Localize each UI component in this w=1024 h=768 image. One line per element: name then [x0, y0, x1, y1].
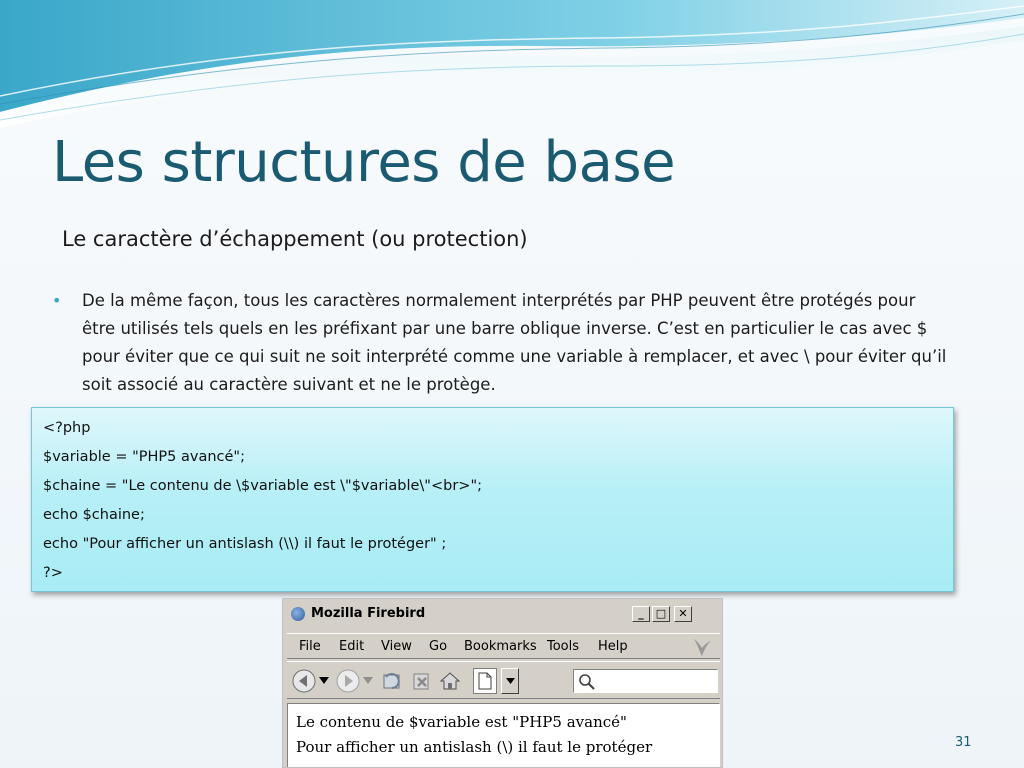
code-block [31, 407, 954, 592]
page-icon[interactable] [473, 668, 497, 694]
code-line: echo "Pour afficher un antislash (\\) il faut le protéger" ; [43, 536, 447, 552]
forward-icon[interactable] [335, 668, 361, 694]
close-button[interactable]: ✕ [674, 606, 692, 622]
menu-bookmarks[interactable]: Bookmarks [464, 639, 537, 654]
menu-edit[interactable]: Edit [339, 639, 365, 654]
code-line: $chaine = "Le contenu de \$variable est \"$variable\"<br>"; [43, 478, 483, 494]
slide-number: 31 [955, 735, 972, 750]
back-dropdown-icon[interactable] [317, 668, 331, 694]
browser-screenshot [282, 598, 723, 768]
bullet-icon: • [52, 291, 62, 310]
throbber-icon [690, 636, 714, 658]
slide-subtitle: Le caractère d’échappement (ou protection) [62, 227, 528, 251]
menu-view[interactable]: View [381, 639, 412, 654]
menu-tools[interactable]: Tools [547, 639, 580, 654]
bullet-paragraph [52, 287, 952, 399]
search-icon [578, 673, 596, 691]
firebird-app-icon [291, 607, 305, 621]
browser-toolbar [287, 661, 720, 699]
maximize-button[interactable]: □ [652, 606, 670, 622]
reload-icon[interactable] [379, 668, 405, 694]
slide-title: Les structures de base [52, 130, 676, 195]
code-line: echo $chaine; [43, 507, 145, 523]
page-dropdown-icon[interactable] [501, 668, 519, 694]
code-line: ?> [43, 565, 63, 581]
browser-titlebar [287, 603, 720, 625]
output-line: Le contenu de $variable est "PHP5 avancé" [296, 713, 627, 731]
bullet-text: De la même façon, tous les caractères normalement interprétés par PHP peuvent être protégés pour être utilisés tels quels en les préfixant par une barre oblique inverse. C’est en particulier le cas avec $ pour éviter que ce qui suit ne soit interprété comme une variable à remplacer, et avec \ pour éviter qu’il soit associé au caractère suivant et ne le protège. [82, 291, 947, 394]
header-wave-decoration [0, 0, 1024, 130]
back-icon[interactable] [291, 668, 317, 694]
code-line: $variable = "PHP5 avancé"; [43, 449, 245, 465]
home-icon[interactable] [437, 668, 463, 694]
search-input[interactable] [573, 669, 718, 693]
code-line: <?php [43, 420, 91, 436]
menu-go[interactable]: Go [429, 639, 448, 654]
browser-window-title: Mozilla Firebird [311, 606, 426, 621]
menu-help[interactable]: Help [598, 639, 628, 654]
browser-menubar [287, 633, 720, 659]
stop-icon[interactable] [409, 668, 435, 694]
output-line: Pour afficher un antislash (\) il faut le protéger [296, 738, 653, 756]
browser-page-content [287, 703, 720, 768]
forward-dropdown-icon[interactable] [361, 668, 375, 694]
minimize-button[interactable]: _ [632, 606, 650, 622]
menu-file[interactable]: File [299, 639, 321, 654]
